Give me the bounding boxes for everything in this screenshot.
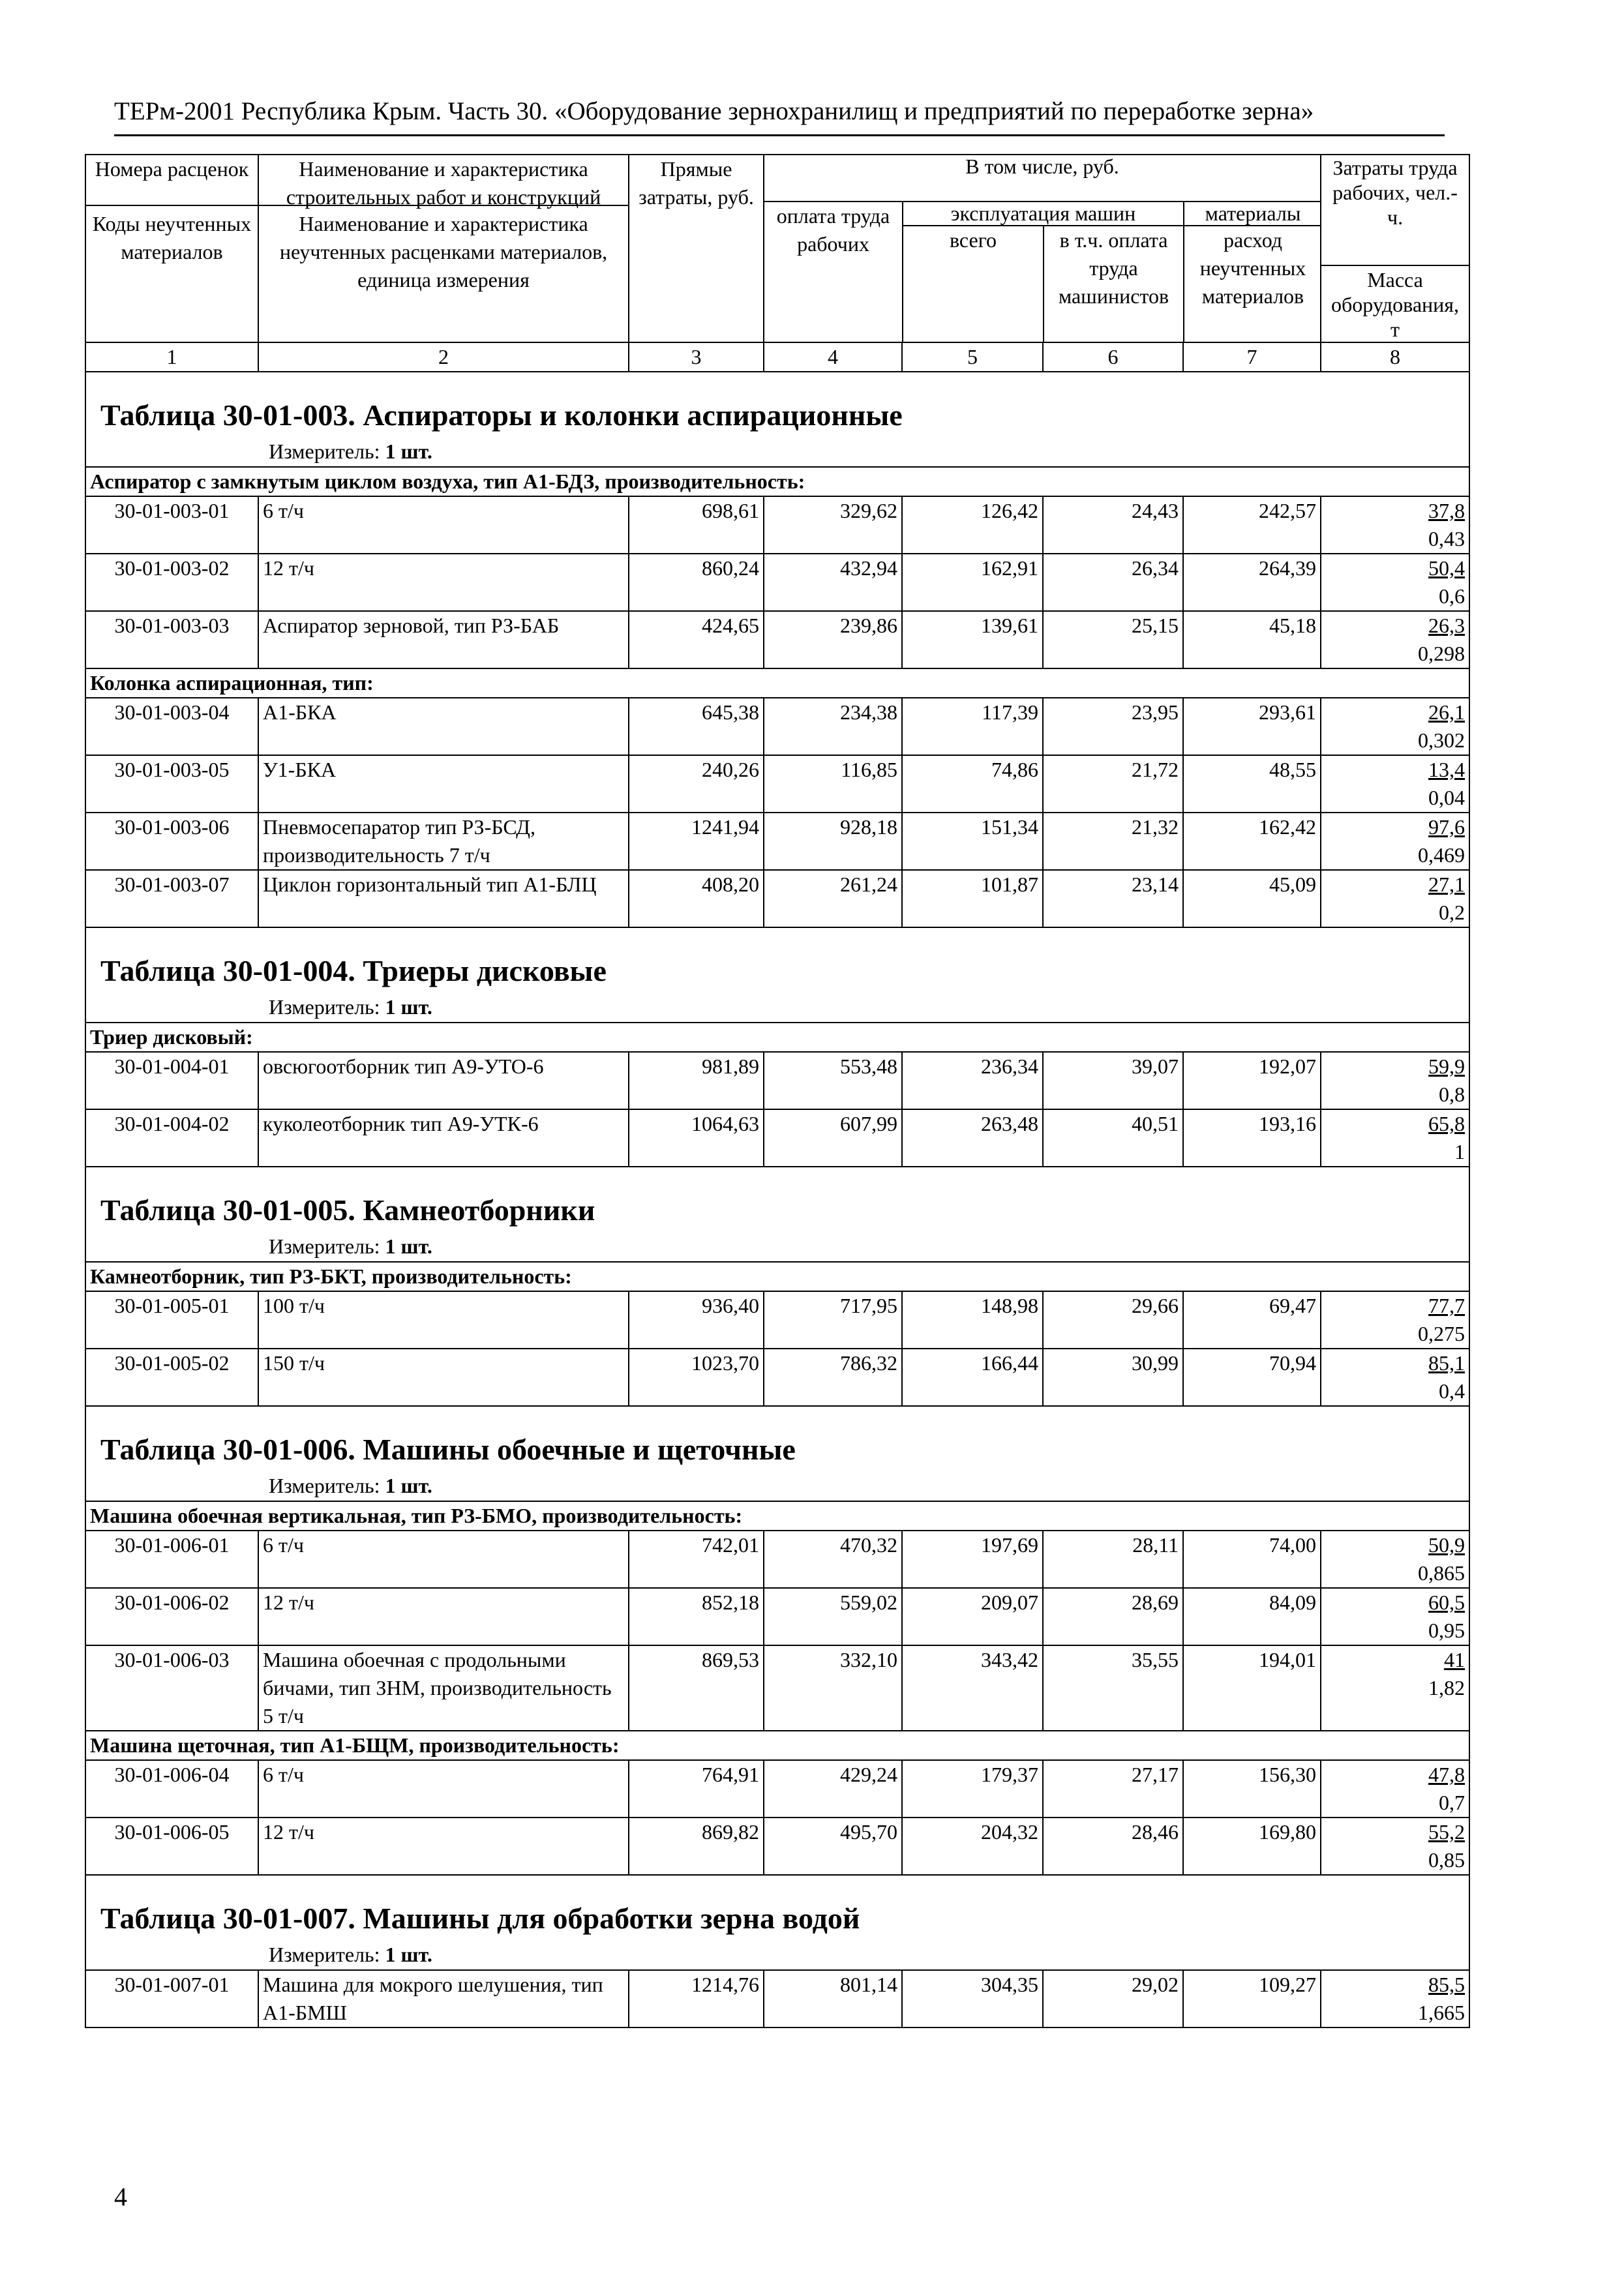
cell-drivers: 28,46 [1043, 1818, 1183, 1875]
cell-drivers: 29,02 [1043, 1970, 1183, 2027]
section-title-row [85, 395, 1469, 436]
section-spacer [85, 372, 1469, 395]
rate-code: 30-01-005-02 [85, 1349, 258, 1406]
spacer-cell [85, 927, 1469, 950]
table-row [85, 1531, 1469, 1588]
cell-mach: 197,69 [902, 1531, 1043, 1588]
col-number: 8 [1321, 342, 1469, 372]
cell-wages: 801,14 [764, 1970, 902, 2027]
col-number: 6 [1043, 342, 1183, 372]
meter-cell [85, 1939, 1469, 1970]
page-header: ТЕРм-2001 Республика Крым. Часть 30. «Оборудование зернохранилищ и предприятий по переработке зерна» [114, 97, 1445, 136]
col-number: 2 [258, 342, 629, 372]
cell-labor-mass [1321, 1291, 1469, 1349]
cell-mach: 126,42 [902, 496, 1043, 554]
section-spacer [85, 927, 1469, 950]
cell-labor-mass [1321, 1349, 1469, 1406]
col2-bottom-label: Наименование и характеристика неучтенных расценками материалов, единица измерения [279, 212, 608, 292]
meter-label: Измеритель: [269, 1234, 385, 1258]
mass-value: 0,275 [1418, 1322, 1466, 1345]
column-numbers-row [85, 342, 1469, 372]
rate-code: 30-01-003-04 [85, 698, 258, 755]
cell-mats: 70,94 [1183, 1349, 1321, 1406]
cell-mats: 74,00 [1183, 1531, 1321, 1588]
labor-value: 13,4 [1428, 758, 1466, 781]
col8-bottom-label: Масса оборудования, т [1331, 268, 1459, 341]
mass-value: 0,469 [1418, 843, 1466, 867]
section-title: Таблица 30-01-005. Камнеотборники [85, 1189, 1469, 1231]
cell-direct: 424,65 [629, 611, 764, 668]
mass-value: 0,865 [1418, 1561, 1466, 1585]
col5-header: всего [903, 226, 1044, 342]
rate-name: Циклон горизонтальный тип А1-БЛЦ [258, 870, 629, 927]
mass-value: 1,665 [1418, 2001, 1466, 2024]
col1-bottom-label: Коды неучтенных материалов [92, 212, 252, 263]
cell-labor-mass [1321, 554, 1469, 611]
rate-name: 12 т/ч [258, 1818, 629, 1875]
cell-labor-mass [1321, 813, 1469, 870]
cell-direct: 645,38 [629, 698, 764, 755]
meter-value: 1 шт. [385, 440, 432, 463]
cell-labor-mass [1321, 755, 1469, 813]
table-row [85, 554, 1469, 611]
group-heading-row [85, 1501, 1469, 1531]
cell-direct: 1241,94 [629, 813, 764, 870]
col2-top-label: Наименование и характеристика строительных работ и конструкций [286, 157, 601, 209]
table-row [85, 1109, 1469, 1167]
group-heading-row [85, 467, 1469, 496]
section-title-row [85, 1189, 1469, 1231]
mass-value: 1 [1454, 1140, 1466, 1163]
section-spacer [85, 1875, 1469, 1898]
cell-mats: 194,01 [1183, 1645, 1321, 1731]
subheader-block [764, 202, 1321, 342]
rate-name: 6 т/ч [258, 1760, 629, 1818]
rate-code: 30-01-006-05 [85, 1818, 258, 1875]
labor-value: 47,8 [1428, 1763, 1466, 1786]
spacer-cell [85, 1406, 1469, 1429]
cell-mats: 45,18 [1183, 611, 1321, 668]
rate-code: 30-01-004-01 [85, 1052, 258, 1109]
table-row [85, 1588, 1469, 1645]
meter-row [85, 436, 1469, 467]
labor-value: 50,9 [1428, 1533, 1466, 1557]
mass-value: 0,6 [1439, 584, 1466, 608]
cell-mats: 45,09 [1183, 870, 1321, 927]
meter-row [85, 992, 1469, 1023]
cell-labor-mass [1321, 611, 1469, 668]
cell-mach: 139,61 [902, 611, 1043, 668]
table-row [85, 813, 1469, 870]
rate-name: Машина для мокрого шелушения, тип А1-БМШ [258, 1970, 629, 2027]
meter-value: 1 шт. [385, 1474, 432, 1497]
cell-wages: 553,48 [764, 1052, 902, 1109]
incl-header: В том числе, руб. [764, 155, 1321, 202]
labor-value: 26,3 [1428, 614, 1466, 637]
col-number: 7 [1183, 342, 1321, 372]
col8-header [1321, 155, 1469, 342]
cell-mach: 209,07 [902, 1588, 1043, 1645]
labor-value: 37,8 [1428, 499, 1466, 522]
cell-direct: 869,53 [629, 1645, 764, 1731]
group-heading-row [85, 1262, 1469, 1291]
labor-value: 85,5 [1428, 1973, 1466, 1996]
rate-code: 30-01-003-06 [85, 813, 258, 870]
table-row [85, 1291, 1469, 1349]
section-title: Таблица 30-01-007. Машины для обработки зерна водой [85, 1898, 1469, 1939]
cell-drivers: 30,99 [1043, 1349, 1183, 1406]
cell-direct: 1023,70 [629, 1349, 764, 1406]
rate-name: Машина обоечная с продольными бичами, тип ЗНМ, производительность 5 т/ч [258, 1645, 629, 1731]
meter-label: Измеритель: [269, 1474, 385, 1497]
cell-drivers: 28,11 [1043, 1531, 1183, 1588]
meter-value: 1 шт. [385, 1234, 432, 1258]
mass-value: 0,298 [1418, 642, 1466, 665]
cell-mach: 166,44 [902, 1349, 1043, 1406]
cell-wages: 261,24 [764, 870, 902, 927]
labor-value: 55,2 [1428, 1820, 1466, 1844]
cell-direct: 240,26 [629, 755, 764, 813]
labor-value: 77,7 [1428, 1294, 1466, 1317]
mass-value: 0,302 [1418, 728, 1466, 752]
rate-code: 30-01-003-01 [85, 496, 258, 554]
cell-mats: 48,55 [1183, 755, 1321, 813]
rates-table [85, 154, 1470, 2028]
section-title: Таблица 30-01-003. Аспираторы и колонки аспирационные [85, 395, 1469, 436]
mass-value: 0,8 [1439, 1083, 1466, 1106]
spacer-cell [85, 1167, 1469, 1189]
cell-drivers: 39,07 [1043, 1052, 1183, 1109]
cell-mach: 263,48 [902, 1109, 1043, 1167]
meter-label: Измеритель: [269, 995, 385, 1019]
cell-mach: 148,98 [902, 1291, 1043, 1349]
cell-direct: 869,82 [629, 1818, 764, 1875]
meter-cell [85, 1231, 1469, 1262]
meter-label: Измеритель: [269, 440, 385, 463]
cell-mats: 109,27 [1183, 1970, 1321, 2027]
meter-label: Измеритель: [269, 1943, 385, 1966]
spacer-cell [85, 372, 1469, 395]
section-title: Таблица 30-01-006. Машины обоечные и щеточные [85, 1429, 1469, 1471]
expl-header: эксплуатация машин [903, 202, 1184, 226]
rate-name: 12 т/ч [258, 554, 629, 611]
rate-name: Аспиратор зерновой, тип РЗ-БАБ [258, 611, 629, 668]
cell-direct: 1064,63 [629, 1109, 764, 1167]
labor-value: 97,6 [1428, 815, 1466, 839]
table-row [85, 870, 1469, 927]
mass-value: 0,04 [1428, 786, 1466, 809]
cell-direct: 936,40 [629, 1291, 764, 1349]
cell-drivers: 21,32 [1043, 813, 1183, 870]
cell-drivers: 21,72 [1043, 755, 1183, 813]
meter-value: 1 шт. [385, 1943, 432, 1966]
labor-value: 41 [1444, 1648, 1466, 1671]
col1-header [85, 155, 258, 342]
cell-drivers: 40,51 [1043, 1109, 1183, 1167]
group-heading: Колонка аспирационная, тип: [85, 668, 1469, 698]
mat-header: материалы [1184, 202, 1321, 226]
cell-drivers: 24,43 [1043, 496, 1183, 554]
cell-mach: 204,32 [902, 1818, 1043, 1875]
cell-direct: 981,89 [629, 1052, 764, 1109]
col-number: 5 [902, 342, 1043, 372]
cell-labor-mass [1321, 1645, 1469, 1731]
col1-top-label: Номера расценок [95, 157, 249, 181]
col3-header: Прямые затраты, руб. [629, 155, 764, 342]
cell-labor-mass [1321, 1818, 1469, 1875]
cell-mach: 101,87 [902, 870, 1043, 927]
cell-drivers: 29,66 [1043, 1291, 1183, 1349]
cell-labor-mass [1321, 1052, 1469, 1109]
labor-value: 59,9 [1428, 1055, 1466, 1078]
meter-row [85, 1939, 1469, 1970]
table-row [85, 496, 1469, 554]
table-row [85, 1645, 1469, 1731]
col-number: 3 [629, 342, 764, 372]
meter-cell [85, 436, 1469, 467]
cell-mach: 117,39 [902, 698, 1043, 755]
cell-wages: 495,70 [764, 1818, 902, 1875]
group-heading: Машина щеточная, тип А1-БЩМ, производительность: [85, 1731, 1469, 1760]
cell-mach: 162,91 [902, 554, 1043, 611]
cell-wages: 116,85 [764, 755, 902, 813]
table-row [85, 1052, 1469, 1109]
table-row [85, 1970, 1469, 2027]
group-heading-row [85, 1023, 1469, 1052]
rate-name: 12 т/ч [258, 1588, 629, 1645]
rate-name: У1-БКА [258, 755, 629, 813]
mass-value: 0,95 [1428, 1619, 1466, 1642]
cell-drivers: 35,55 [1043, 1645, 1183, 1731]
cell-mats: 293,61 [1183, 698, 1321, 755]
rate-name: 6 т/ч [258, 1531, 629, 1588]
cell-direct: 860,24 [629, 554, 764, 611]
cell-wages: 332,10 [764, 1645, 902, 1731]
page-number: 4 [114, 2182, 127, 2211]
meter-cell [85, 1471, 1469, 1501]
cell-drivers: 25,15 [1043, 611, 1183, 668]
rate-code: 30-01-003-03 [85, 611, 258, 668]
cell-wages: 717,95 [764, 1291, 902, 1349]
cell-drivers: 23,14 [1043, 870, 1183, 927]
rate-name: А1-БКА [258, 698, 629, 755]
cell-drivers: 23,95 [1043, 698, 1183, 755]
cell-wages: 928,18 [764, 813, 902, 870]
mass-value: 0,2 [1439, 901, 1466, 924]
section-title-row [85, 950, 1469, 992]
group-heading: Аспиратор с замкнутым циклом воздуха, тип А1-БДЗ, производительность: [85, 467, 1469, 496]
cell-direct: 742,01 [629, 1531, 764, 1588]
cell-direct: 698,61 [629, 496, 764, 554]
section-title-row [85, 1898, 1469, 1939]
cell-mats: 69,47 [1183, 1291, 1321, 1349]
meter-row [85, 1231, 1469, 1262]
cell-wages: 470,32 [764, 1531, 902, 1588]
labor-value: 60,5 [1428, 1591, 1466, 1614]
mass-value: 1,82 [1428, 1676, 1466, 1699]
mass-value: 0,85 [1428, 1848, 1466, 1872]
meter-row [85, 1471, 1469, 1501]
cell-wages: 329,62 [764, 496, 902, 554]
labor-value: 26,1 [1428, 700, 1466, 724]
cell-direct: 764,91 [629, 1760, 764, 1818]
cell-mach: 304,35 [902, 1970, 1043, 2027]
table-row [85, 611, 1469, 668]
cell-mach: 151,34 [902, 813, 1043, 870]
cell-mats: 193,16 [1183, 1109, 1321, 1167]
cell-mats: 84,09 [1183, 1588, 1321, 1645]
rate-code: 30-01-004-02 [85, 1109, 258, 1167]
labor-value: 85,1 [1428, 1351, 1466, 1375]
col7-header: расход неучтенных материалов [1199, 228, 1306, 308]
mass-value: 0,7 [1439, 1791, 1466, 1814]
col-number: 1 [85, 342, 258, 372]
rate-code: 30-01-005-01 [85, 1291, 258, 1349]
meter-cell [85, 992, 1469, 1023]
group-heading-row [85, 1731, 1469, 1760]
table-row [85, 698, 1469, 755]
cell-labor-mass [1321, 1109, 1469, 1167]
labor-value: 50,4 [1428, 556, 1466, 580]
rate-name: куколеотборник тип А9-УТК-6 [258, 1109, 629, 1167]
col4-header: оплата труда рабочих [764, 202, 903, 342]
cell-wages: 607,99 [764, 1109, 902, 1167]
col2-header [258, 155, 629, 342]
cell-drivers: 26,34 [1043, 554, 1183, 611]
labor-value: 65,8 [1428, 1112, 1466, 1135]
cell-wages: 432,94 [764, 554, 902, 611]
cell-labor-mass [1321, 870, 1469, 927]
mass-value: 0,43 [1428, 527, 1466, 550]
col-number: 4 [764, 342, 902, 372]
section-spacer [85, 1167, 1469, 1189]
col8-top-label: Затраты труда рабочих, чел.-ч. [1332, 156, 1458, 229]
cell-mach: 74,86 [902, 755, 1043, 813]
rate-name: Пневмосепаратор тип РЗ-БСД, производительность 7 т/ч [258, 813, 629, 870]
section-title: Таблица 30-01-004. Триеры дисковые [85, 950, 1469, 992]
group-heading: Камнеотборник, тип РЗ-БКТ, производительность: [85, 1262, 1469, 1291]
cell-labor-mass [1321, 1531, 1469, 1588]
cell-drivers: 27,17 [1043, 1760, 1183, 1818]
group-heading: Машина обоечная вертикальная, тип РЗ-БМО, производительность: [85, 1501, 1469, 1531]
rate-name: 150 т/ч [258, 1349, 629, 1406]
rate-name: 6 т/ч [258, 496, 629, 554]
subheader-grid [764, 202, 1321, 342]
rate-code: 30-01-003-07 [85, 870, 258, 927]
col6-header: в т.ч. оплата труда машинистов [1044, 226, 1184, 342]
cell-wages: 239,86 [764, 611, 902, 668]
cell-mats: 162,42 [1183, 813, 1321, 870]
rate-code: 30-01-003-02 [85, 554, 258, 611]
cell-mats: 264,39 [1183, 554, 1321, 611]
spacer-cell [85, 1875, 1469, 1898]
cell-direct: 852,18 [629, 1588, 764, 1645]
cell-labor-mass [1321, 698, 1469, 755]
rate-code: 30-01-006-03 [85, 1645, 258, 1731]
section-spacer [85, 1406, 1469, 1429]
rate-code: 30-01-003-05 [85, 755, 258, 813]
cell-wages: 429,24 [764, 1760, 902, 1818]
cell-mats: 192,07 [1183, 1052, 1321, 1109]
table-row [85, 755, 1469, 813]
rate-name: 100 т/ч [258, 1291, 629, 1349]
group-heading: Триер дисковый: [85, 1023, 1469, 1052]
rate-code: 30-01-006-01 [85, 1531, 258, 1588]
cell-labor-mass [1321, 1970, 1469, 2027]
rate-name: овсюгоотборник тип А9-УТО-6 [258, 1052, 629, 1109]
cell-labor-mass [1321, 1588, 1469, 1645]
labor-value: 27,1 [1428, 873, 1466, 896]
group-heading-row [85, 668, 1469, 698]
cell-mach: 236,34 [902, 1052, 1043, 1109]
rate-code: 30-01-006-04 [85, 1760, 258, 1818]
cell-mach: 343,42 [902, 1645, 1043, 1731]
cell-mach: 179,37 [902, 1760, 1043, 1818]
cell-drivers: 28,69 [1043, 1588, 1183, 1645]
rate-code: 30-01-006-02 [85, 1588, 258, 1645]
cell-mats: 169,80 [1183, 1818, 1321, 1875]
cell-mats: 156,30 [1183, 1760, 1321, 1818]
cell-wages: 234,38 [764, 698, 902, 755]
cell-direct: 1214,76 [629, 1970, 764, 2027]
cell-mats: 242,57 [1183, 496, 1321, 554]
meter-value: 1 шт. [385, 995, 432, 1019]
cell-labor-mass [1321, 496, 1469, 554]
mass-value: 0,4 [1439, 1379, 1466, 1403]
rate-code: 30-01-007-01 [85, 1970, 258, 2027]
table-row [85, 1349, 1469, 1406]
cell-direct: 408,20 [629, 870, 764, 927]
cell-wages: 786,32 [764, 1349, 902, 1406]
cell-labor-mass [1321, 1760, 1469, 1818]
table-row [85, 1818, 1469, 1875]
section-title-row [85, 1429, 1469, 1471]
cell-wages: 559,02 [764, 1588, 902, 1645]
table-row [85, 1760, 1469, 1818]
